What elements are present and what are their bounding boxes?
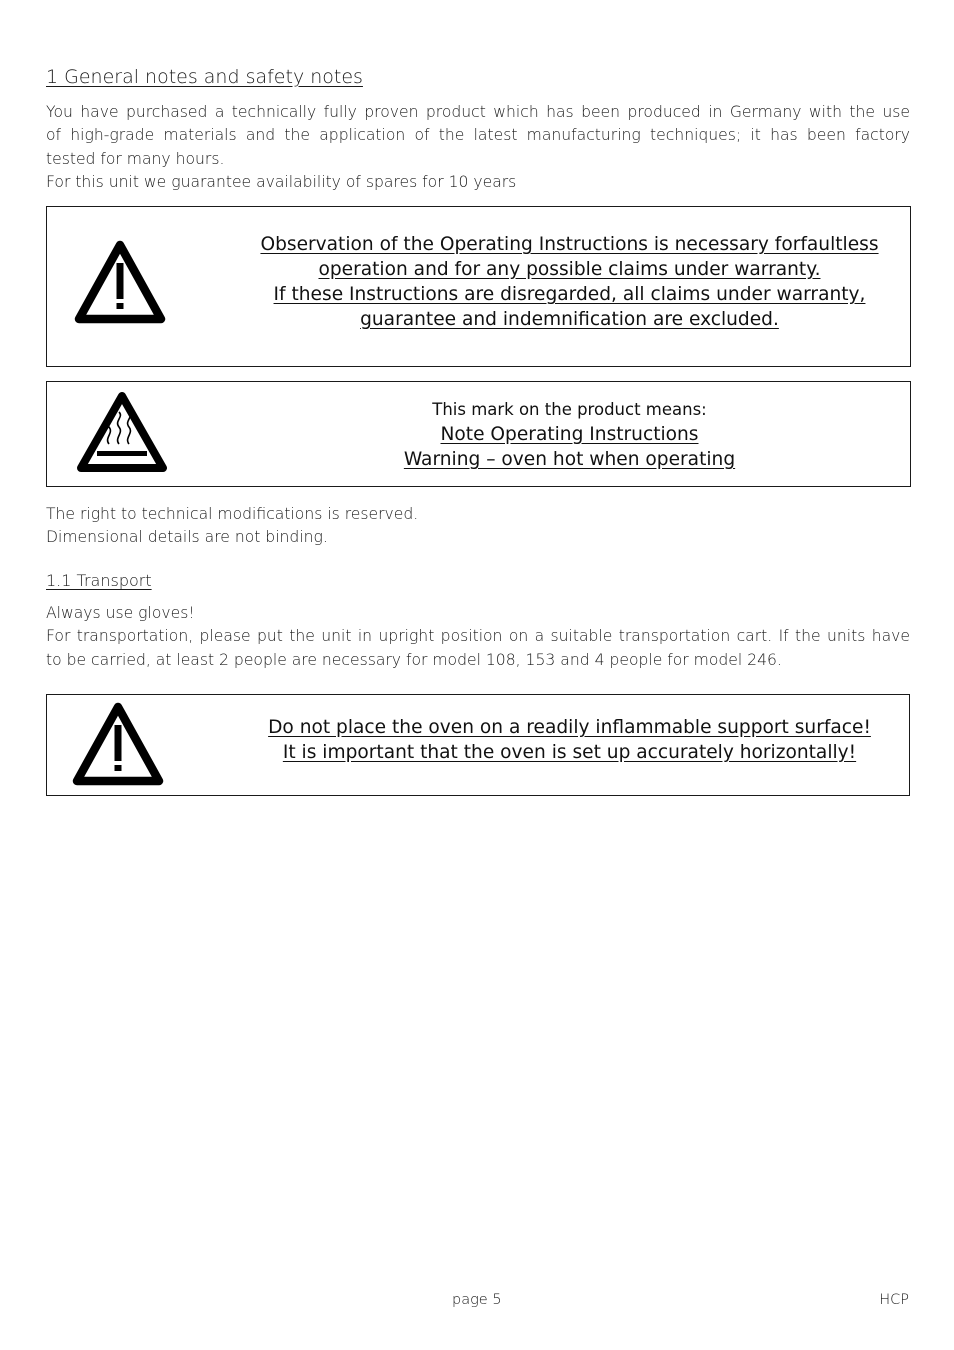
warning-triangle-icon xyxy=(69,699,167,789)
warranty-warning-text xyxy=(247,232,892,332)
transport-line: For transportation, please put the unit in upright position on a suitable transportation cart. If the units have xyxy=(46,627,910,646)
note-line: Dimensional details are not binding. xyxy=(46,528,328,547)
hot-surface-box xyxy=(46,381,911,487)
warning-triangle-icon xyxy=(71,237,169,329)
section-heading: 1 General notes and safety notes xyxy=(46,66,363,88)
transport-heading: 1.1 Transport xyxy=(46,571,152,590)
transport-line: Always use gloves! xyxy=(46,604,195,622)
transport-line: to be carried, at least 2 people are necessary for model 108, 153 and 4 people for model 246. xyxy=(46,650,782,669)
mark-line: Warning – oven hot when operating xyxy=(403,449,736,470)
page-number: page 5 xyxy=(452,1292,502,1308)
warning-line: guarantee and indemnification are excluded. xyxy=(360,309,779,330)
intro-paragraph xyxy=(46,101,910,194)
intro-line: For this unit we guarantee availability of spares for 10 years xyxy=(46,172,517,191)
warning-line: Observation of the Operating Instructions is necessary forfaultless xyxy=(260,234,879,255)
warning-line: operation and for any possible claims under warranty. xyxy=(318,259,821,280)
intro-line: You have purchased a technically fully proven product which has been produced in Germany with the use xyxy=(46,103,910,121)
document-code: HCP xyxy=(879,1292,909,1308)
placement-warning-text xyxy=(247,715,892,765)
intro-line: tested for many hours. xyxy=(46,149,225,168)
notes-paragraph xyxy=(46,503,418,550)
hot-surface-icon xyxy=(73,388,171,478)
warning-line: It is important that the oven is set up accurately horizontally! xyxy=(282,742,857,763)
warning-line: If these Instructions are disregarded, all claims under warranty, xyxy=(273,284,866,305)
placement-warning-box xyxy=(46,694,910,796)
mark-line: Note Operating Instructions xyxy=(440,424,699,445)
intro-line: of high-grade materials and the application of the latest manufacturing techniques; it has been factory xyxy=(46,126,910,145)
mark-caption: This mark on the product means: xyxy=(432,400,707,419)
warranty-warning-box xyxy=(46,206,911,367)
transport-paragraph xyxy=(46,602,910,672)
hot-surface-text xyxy=(347,397,792,472)
note-line: The right to technical modifications is reserved. xyxy=(46,505,419,523)
warning-line: Do not place the oven on a readily inflammable support surface! xyxy=(268,717,871,738)
